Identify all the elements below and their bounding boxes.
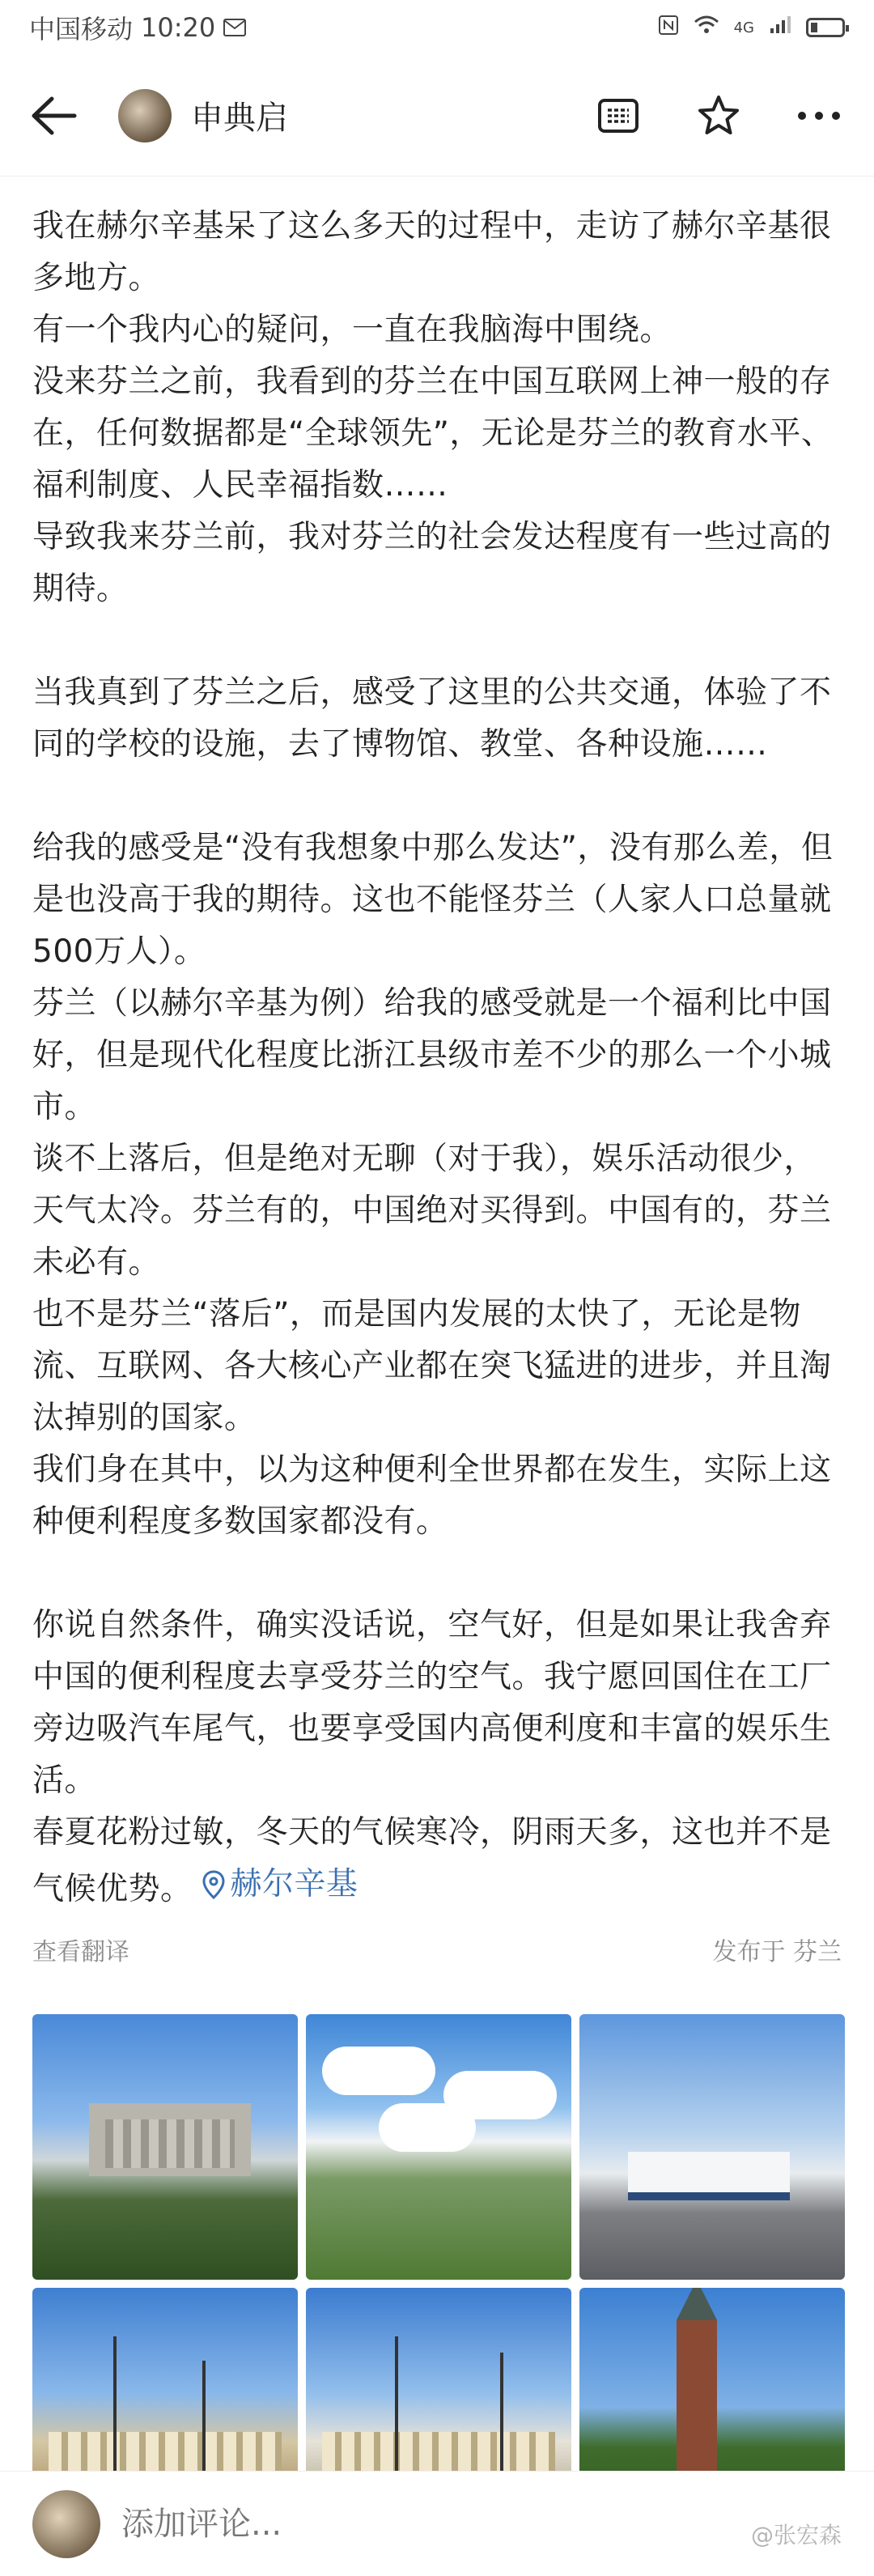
post-paragraph: 也不是芬兰“落后”，而是国内发展的太快了，无论是物流、互联网、各大核心产业都在突飞猛进的进步，并且淘汰掉别的国家。 [32,1296,832,1436]
message-icon [223,12,246,43]
post-paragraph: 我在赫尔辛基呆了这么多天的过程中，走访了赫尔辛基很多地方。 [32,208,832,296]
location-link[interactable] [202,1859,358,1911]
photo-parliament[interactable] [32,2014,298,2280]
meta-row [32,1932,842,1967]
status-right [658,15,845,41]
avatar[interactable] [118,89,172,142]
post-paragraph: 有一个我内心的疑问，一直在我脑海中围绕。 [32,312,672,348]
paragraph-gap [32,771,842,823]
commenter-avatar [32,2490,100,2558]
paragraph-gap [32,1548,842,1600]
nav-actions [592,90,845,142]
published-location: 发布于 芬兰 [712,1938,842,1966]
photo-park[interactable] [306,2014,571,2280]
post-paragraph: 我们身在其中，以为这种便利全世界都在发生，实际上这种便利程度多数国家都没有。 [32,1452,832,1540]
star-icon [696,94,741,138]
wifi-icon [694,15,719,40]
comment-bar [0,2471,874,2576]
post-paragraph: 芬兰（以赫尔辛基为例）给我的感受就是一个福利比中国好，但是现代化程度比浙江县级市差不少的那么一个小城市。 [32,985,832,1125]
user-name[interactable]: 申典启 [191,100,288,137]
more-dots-icon [796,110,842,121]
nfc-icon [658,15,679,41]
battery-icon [806,18,845,37]
comment-input[interactable] [121,2506,607,2543]
paragraph-gap [32,615,842,667]
status-bar [0,0,874,55]
post-paragraph: 没来芬兰之前，我看到的芬兰在中国互联网上神一般的存在，任何数据都是“全球领先”，无论是芬兰的教育水平、福利制度、人民幸福指数…… [32,363,834,504]
nav-bar [0,55,874,176]
post-paragraph: 当我真到了芬兰之后，感受了这里的公共交通，体验了不同的学校的设施，去了博物馆、教堂、各种设施…… [32,674,832,763]
post-last-text: 春夏花粉过敏，冬天的气候寒冷，阴雨天多，这也并不是气候优势。 [32,1814,832,1907]
post-paragraph: 你说自然条件，确实没话说，空气好，但是如果让我舍弃中国的便利程度去享受芬兰的空气。我宁愿回国住在工厂旁边吸汽车尾气，也要享受国内高便利度和丰富的娱乐生活。 [32,1607,832,1799]
clock-label: 10:20 [141,12,216,43]
reader-mode-button[interactable] [592,90,644,142]
watermark: @张宏森 [750,2522,842,2548]
location-pin-icon [202,1870,225,1899]
signal-icon [769,15,791,40]
location-label[interactable]: 赫尔辛基 [230,1866,359,1902]
more-button[interactable] [793,90,845,142]
post-paragraph: 谈不上落后，但是绝对无聊（对于我），娱乐活动很少，天气太冷。芬兰有的，中国绝对买得到。中国有的，芬兰未必有。 [32,1141,832,1281]
post-paragraph: 给我的感受是“没有我想象中那么发达”，没有那么差，但是也没高于我的期待。这也不能怪芬兰（人家人口总量就500万人）。 [32,830,834,970]
carrier-label: 中国移动 [29,14,134,45]
network-type-label: 4G [733,19,754,36]
post-paragraph: 导致我来芬兰前，我对芬兰的社会发达程度有一些过高的期待。 [32,519,832,607]
post-text [32,201,842,1915]
photo-harbor[interactable] [579,2014,845,2280]
post [0,176,874,2553]
reader-mode-icon [597,98,639,134]
back-button[interactable] [29,83,94,148]
back-arrow-icon [29,96,78,136]
status-left [29,9,246,46]
post-paragraph-last [32,1807,842,1915]
translate-link[interactable]: 查看翻译 [32,1938,129,1966]
favorite-button[interactable] [693,90,745,142]
